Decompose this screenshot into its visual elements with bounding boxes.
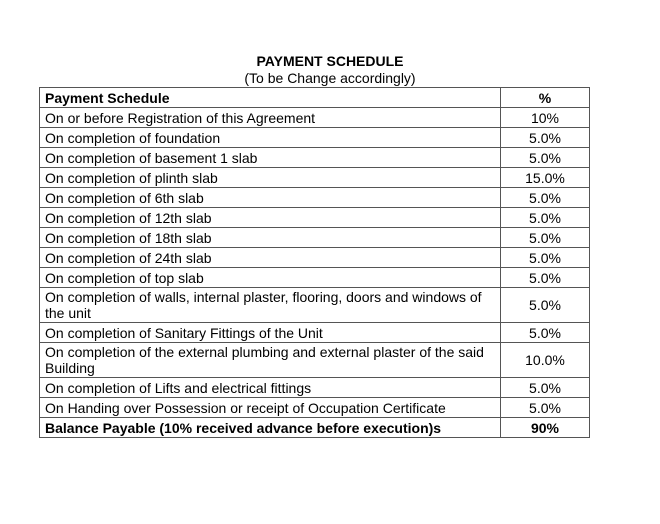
stage-cell: On completion of Lifts and electrical fittings — [40, 378, 501, 398]
table-row — [40, 323, 590, 343]
table-row — [40, 378, 590, 398]
stage-cell: On completion of 18th slab — [40, 228, 501, 248]
table-row — [40, 128, 590, 148]
percent-cell: 10% — [501, 108, 590, 128]
percent-cell: 5.0% — [501, 323, 590, 343]
stage-cell: On completion of basement 1 slab — [40, 148, 501, 168]
stage-cell: On completion of 24th slab — [40, 248, 501, 268]
total-percent-cell: 90% — [501, 418, 590, 438]
percent-cell: 5.0% — [501, 228, 590, 248]
document-title: PAYMENT SCHEDULE — [256, 53, 404, 69]
header-percent: % — [501, 88, 590, 108]
table-row — [40, 188, 590, 208]
stage-cell: On completion of walls, internal plaster, flooring, doors and windows of the unit — [40, 288, 501, 323]
header-payment-schedule: Payment Schedule — [40, 88, 501, 108]
percent-cell: 5.0% — [501, 378, 590, 398]
table-row — [40, 148, 590, 168]
percent-cell: 5.0% — [501, 268, 590, 288]
total-stage-cell: Balance Payable (10% received advance before execution)s — [40, 418, 501, 438]
table-row — [40, 398, 590, 418]
table-row — [40, 268, 590, 288]
total-row — [40, 418, 590, 438]
percent-cell: 5.0% — [501, 208, 590, 228]
percent-cell: 5.0% — [501, 188, 590, 208]
stage-cell: On completion of foundation — [40, 128, 501, 148]
payment-schedule-table — [39, 87, 590, 438]
percent-cell: 5.0% — [501, 288, 590, 323]
percent-cell: 5.0% — [501, 148, 590, 168]
percent-cell: 5.0% — [501, 248, 590, 268]
stage-cell: On completion of top slab — [40, 268, 501, 288]
percent-cell: 5.0% — [501, 128, 590, 148]
table-row — [40, 208, 590, 228]
percent-cell: 15.0% — [501, 168, 590, 188]
percent-cell: 5.0% — [501, 398, 590, 418]
table-row — [40, 168, 590, 188]
table-row — [40, 108, 590, 128]
stage-cell: On completion of 12th slab — [40, 208, 501, 228]
table-header-row — [40, 88, 590, 108]
table-row — [40, 343, 590, 378]
table-row — [40, 248, 590, 268]
stage-cell: On completion of 6th slab — [40, 188, 501, 208]
stage-cell: On completion of plinth slab — [40, 168, 501, 188]
stage-cell: On Handing over Possession or receipt of Occupation Certificate — [40, 398, 501, 418]
stage-cell: On completion of Sanitary Fittings of the Unit — [40, 323, 501, 343]
table-row — [40, 228, 590, 248]
percent-cell: 10.0% — [501, 343, 590, 378]
document-subtitle: (To be Change accordingly) — [244, 70, 416, 86]
stage-cell: On or before Registration of this Agreement — [40, 108, 501, 128]
stage-cell: On completion of the external plumbing and external plaster of the said Building — [40, 343, 501, 378]
table-row — [40, 288, 590, 323]
